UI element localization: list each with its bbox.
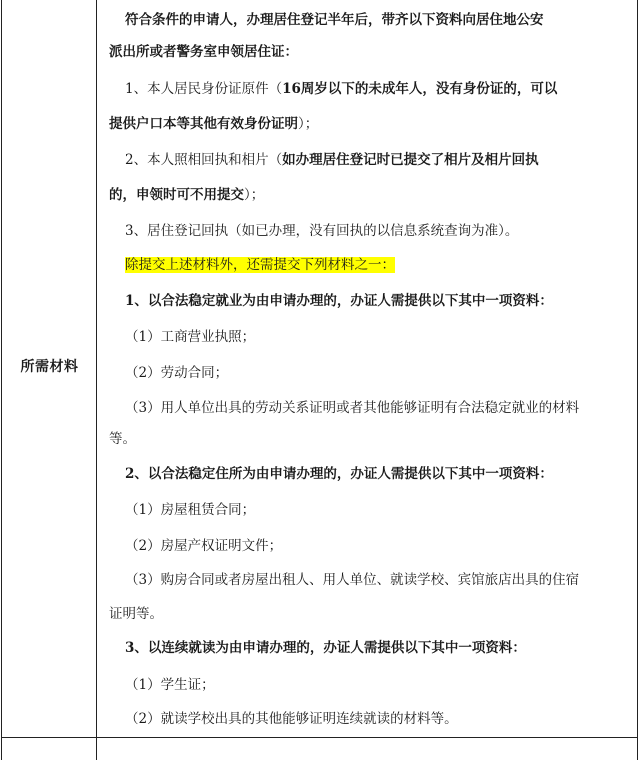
item-1-lead: 1、本人居民身份证原件（ <box>125 81 283 97</box>
section-1-item-3-cont: 等。 <box>109 431 136 447</box>
item-1-line-2-text: 提供户口本等其他有效身份证明 <box>109 116 298 132</box>
section-3-title: 3、以连续就读为由申请办理的，办证人需提供以下其中一项资料： <box>125 640 526 656</box>
item-1-line-2 <box>109 112 627 136</box>
item-1-bold: 16周岁以下的未成年人，没有身份证的，可以 <box>282 81 558 97</box>
row-label-cell <box>2 0 97 760</box>
section-3-item-1: （1）学生证； <box>125 677 215 693</box>
row-label: 所需材料 <box>20 359 79 375</box>
section-1-item-2: （2）劳动合同； <box>125 365 229 381</box>
section-2-item-2: （2）房屋产权证明文件； <box>125 538 283 554</box>
section-3-item-2: （2）就读学校出具的其他能够证明连续就读的材料等。 <box>125 711 458 727</box>
highlight-note: 除提交上述材料外，还需提交下列材料之一： <box>125 257 395 273</box>
section-2-title: 2、以合法稳定住所为由申请办理的，办证人需提供以下其中一项资料： <box>125 466 553 482</box>
item-1-tail: ）； <box>298 116 319 132</box>
item-2-line-2-text: 的，申领时可不用提交 <box>109 187 244 203</box>
requirements-table <box>1 0 638 760</box>
item-3: 3、居住登记回执（如已办理，没有回执的以信息系统查询为准）。 <box>125 223 519 239</box>
section-2-item-3-cont: 证明等。 <box>109 606 163 622</box>
item-2-lead: 2、本人照相回执和相片（ <box>125 152 283 168</box>
item-2-tail: ）； <box>244 187 265 203</box>
table-bottom-rule <box>2 737 637 738</box>
section-2-item-3: （3）购房合同或者房屋出租人、用人单位、就读学校、宾馆旅店出具的住宿 <box>125 572 580 588</box>
item-2-line-2 <box>109 183 627 207</box>
item-2-line-1 <box>109 148 627 172</box>
section-1-item-1: （1）工商营业执照； <box>125 329 256 345</box>
item-1-line-1 <box>109 77 627 101</box>
materials-content-cell <box>97 0 637 760</box>
intro-line-2: 派出所或者警务室申领居住证： <box>109 44 298 60</box>
item-2-bold: 如办理居住登记时已提交了相片及相片回执 <box>282 152 539 168</box>
intro-line-1: 符合条件的申请人，办理居住登记半年后，带齐以下资料向居住地公安 <box>125 12 544 28</box>
section-1-item-3: （3）用人单位出具的劳动关系证明或者其他能够证明有合法稳定就业的材料 <box>125 400 580 416</box>
section-1-title: 1、以合法稳定就业为由申请办理的，办证人需提供以下其中一项资料： <box>125 293 553 309</box>
section-2-item-1: （1）房屋租赁合同； <box>125 502 256 518</box>
highlight-note-line <box>109 253 627 277</box>
